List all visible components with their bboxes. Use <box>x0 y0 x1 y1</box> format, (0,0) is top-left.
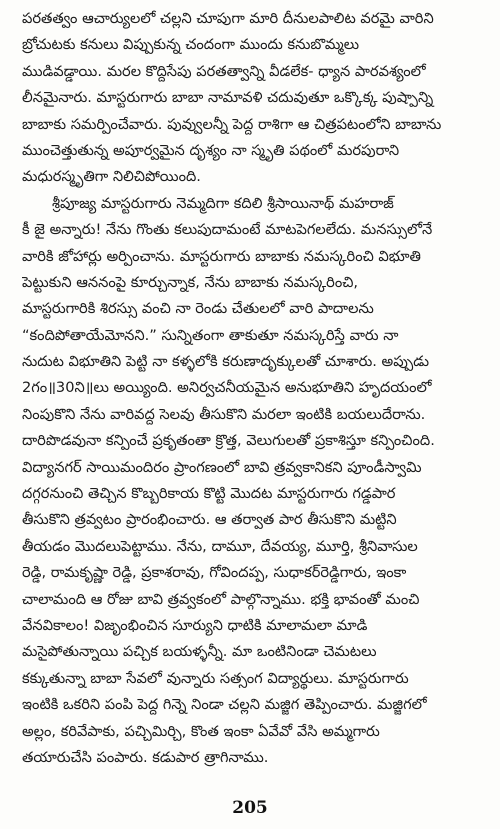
text-line: విద్యానగర్ సాయిమందిరం ప్రాంగణంలో బావి త్రవ్వకానికని పూండీస్వామి <box>22 458 422 476</box>
text-line: బ్రోచుటకు కనులు విప్పుకున్న చందంగా ముందు కనుబొమ్మలు <box>22 36 360 54</box>
text-line: ముడివడ్డాయి. మరల కొద్దిసేపు పరతత్వాన్ని వీడలేక- ధ్యాన పారవశ్యంలో <box>22 62 426 80</box>
text-line: ఇంటికి ఒకరిని పంపి పెద్ద గిన్నె నిండా చల్లని మజ్జిగ తెప్పించారు. మజ్జిగలో <box>22 696 427 714</box>
text-line: “కందిపోతాయేమోనని.” సున్నితంగా తాకుతూ నమస్కరిస్తే వారు నా <box>22 326 399 344</box>
text-line: చాలామంది ఆ రోజు బావి త్రవ్వకంలో పాల్గొన్నాము. భక్తి భావంతో మంచి <box>22 590 420 608</box>
text-line: కీ జై అన్నారు! నేను గొంతు కలుపుదామంటే మాటపెగలలేదు. మనస్సులోనే <box>22 221 433 239</box>
text-line: లీనమైనారు. మాస్టరుగారు బాబా నామావళి చదువుతూ ఒక్కొక్క పుష్పాన్ని <box>22 89 434 107</box>
text-line: నుదుట విభూతిని పెట్టి నా కళ్ళలోకి కరుణాదృక్కులతో చూశారు. అప్పుడు <box>22 353 430 371</box>
text-line: బాబాకు సమర్పించేవారు. పువ్వులన్నీ పెద్ద రాశిగా ఆ చిత్రపటంలోని బాబాను <box>22 115 442 133</box>
text-line: దగ్గరనుంచి తెచ్చిన కొబ్బరికాయ కొట్టి మొదట మాస్టరుగారు గడ్డపార <box>22 485 396 503</box>
text-line: మధురస్మృతిగా నిలిచిపోయింది. <box>22 168 201 186</box>
text-line: మాస్టరుగారికి శిరస్సు వంచి నా రెండు చేతులలో వారి పాదాలను <box>22 300 374 318</box>
text-line: వేనవికాలం! విజృంభించిన సూర్యుని ధాటికి మాలామలా మాడి <box>22 616 368 634</box>
page-number: 205 <box>232 798 268 818</box>
text-line: వారికి జోహార్లు అర్పించాను. మాస్టరుగారు బాబాకు నమస్కరించి విభూతి <box>22 247 421 265</box>
text-line: ముంచెత్తుతున్న అపూర్వమైన దృశ్యం నా స్మృతి పథంలో మరపురాని <box>22 141 400 159</box>
paragraph-2 <box>22 191 484 772</box>
body-text <box>22 6 484 771</box>
paragraph-1 <box>22 6 484 191</box>
text-line: అల్లం, కరివేపాకు, పచ్చిమిర్చి, కొంత ఇంకా ఏవేవో వేసి అమ్మగారు <box>22 722 380 740</box>
text-line: దారిపొడవునా కన్పించే ప్రకృతంతా క్రొత్త, వెలుగులతో ప్రకాశిస్తూ కన్పించింది. <box>22 432 435 450</box>
text-line: పరతత్వం ఆచార్యులలో చల్లని చూపుగా మారి దీనులపాలిట వరమై వారిని <box>22 10 434 27</box>
text-line: 2గం॥30ని॥లు అయ్యింది. అనిర్వచనీయమైన అనుభూతిని హృదయంలో <box>22 379 432 397</box>
text-line: శ్రీపూజ్య మాస్టరుగారు నెమ్మదిగా కదిలి శ్రీసాయినాథ్ మహరాజ్ <box>52 194 394 212</box>
text-line: నింపుకొని నేను వారివద్ద సెలవు తీసుకొని మరలా ఇంటికి బయలుదేరాను. <box>22 405 426 423</box>
text-line: తీయడం మొదలుపెట్టాము. నేను, దామూ, దేవయ్య, మూర్తి, శ్రీనివాసుల <box>22 537 418 555</box>
text-line: తీసుకొని త్రవ్వటం ప్రారంభించారు. ఆ తర్వాత పార తీసుకొని మట్టిని <box>22 511 397 529</box>
text-line: రెడ్డి, రామకృష్ణా రెడ్డి, ప్రకాశరావు, గోవిందప్ప, సుధాకర్‌రెడ్డిగారు, ఇంకా <box>22 564 407 582</box>
text-line: కక్కుతున్నా బాబా సేవలో వున్నారు సత్సంగ విద్యార్థులు. మాస్టరుగారు <box>22 669 409 687</box>
text-line: మసైపోతున్నాయి పచ్చిక బయళ్ళన్నీ. మా ఒంటినిండా చెమటలు <box>22 643 377 661</box>
text-line: తయారుచేసి పంపారు. కడుపార త్రాగినాము. <box>22 748 269 766</box>
text-line: పెట్టుకుని ఆననంపై కూర్చున్నాక, నేను బాబాకు నమస్కరించి, <box>22 273 359 291</box>
